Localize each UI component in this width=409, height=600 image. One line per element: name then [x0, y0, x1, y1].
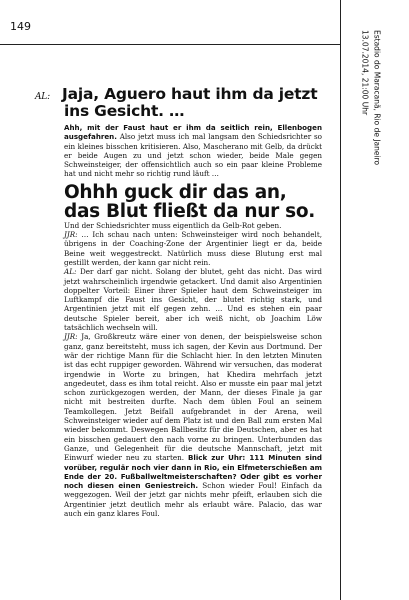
- pull-quote-1: [35, 85, 322, 120]
- pull-quote-1-text: Jaja, Aguero haut ihm da jetzt ins Gesicht. …: [62, 85, 318, 120]
- body-paragraph: [64, 332, 322, 518]
- header-rule: [0, 44, 340, 45]
- body-paragraph: [64, 221, 322, 230]
- body-paragraph: [64, 230, 322, 267]
- paragraph-text: … Ich schau nach unten: Schweinsteiger wird noch behandelt, übrigens in der Coaching-Zone der Argentinier liegt er da, beide Beine weit weggestreckt. Natürlich muss diese Blutung erst mal gestillt werden, der kann gar nicht rein.: [64, 230, 322, 267]
- side-note-date: 13.07.2014, 21:00 Uhr: [360, 30, 370, 116]
- side-note: [347, 30, 399, 180]
- final-text: Schon wieder Foul! Einfach da weggezogen. Weil der jetzt gar nichts mehr pfeift, erlauben sich die Argentinier jetzt deutlich mehr als erlaubt wäre. Palacio, das war auch ein ganz klares Foul.: [64, 481, 322, 518]
- pull-quote-2: Ohhh guck dir das an, das Blut fließt da nur so.: [64, 181, 315, 222]
- lead-text: Also jetzt muss ich mal langsam den Schiedsrichter so ein kleines bisschen kritisieren. Also, Mascherano mit Gelb, da drückt er beide Augen zu und jetzt schon wieder, beide Male gegen Schweinsteiger, der offensichtlich auch so ein paar kleine Probleme hat und nicht mehr so richtig rund läuft …: [64, 132, 322, 179]
- page-number: 149: [10, 20, 31, 33]
- margin-rule: [340, 0, 341, 600]
- paragraph-text: Ja, Großkreutz wäre einer von denen, der beispielsweise schon ganz, ganz bereitsteht, muss ich sagen, der Kevin aus Dortmund. Der wär der richtige Mann für die Schlacht hier. In den letzten Minuten ist das echt ruppiger geworden. Während wir versuchen, das moderat irgendwie in Worte zu bringen, hat Khedira mehrfach jetzt angedeutet, dass es ihm total reicht. Also er musste ein paar mal jetzt schon zurückgezogen werden, der Mann, der dieses Finale ja gar nicht mit bestreiten durfte. Nach dem üblen Foul an seinem Teamkollegen. Jetzt Beifall aufgebrandet in der Arena, weil Schweinsteiger wieder auf dem Platz ist und den Ball zum ersten Mal wieder bekommt. Deswegen Ballbesitz für die Deutschen, aber es hat ein bisschen gedauert den nach vorne zu bringen. Unterbunden das Ganze, und Gelegenheit für die deutsche Mannschaft, jetzt mit Einwurf wieder neu zu starten.: [64, 332, 322, 463]
- side-note-venue: Estadio do Maracanã, Rio de Janeiro: [372, 30, 382, 166]
- paragraph-text: Und der Schiedsrichter muss eigentlich da Gelb-Rot geben.: [64, 220, 282, 230]
- speaker-label: AL:: [64, 267, 77, 277]
- speaker-label: JJR:: [64, 230, 78, 240]
- body-paragraph: [64, 267, 322, 332]
- final-bold: Blick zur Uhr: 111 Minuten sind vorüber, regulär noch vier dann in Rio, ein Elfmeterschießen am Ende der 20. Fußballweltmeisterschaften? Oder gibt es vorher noch diesen einen Geniestreich.: [64, 453, 322, 491]
- speaker-label: JJR:: [64, 332, 78, 342]
- text-column: [35, 85, 322, 518]
- lead-bold: Ahh, mit der Faust haut er ihm da seitlich rein, Ellenbogen ausgefahren.: [64, 123, 322, 142]
- speaker-label: AL:: [35, 92, 50, 102]
- paragraph-text: Der darf gar nicht. Solang der blutet, geht das nicht. Das wird jetzt wahrscheinlich irgendwie getackert. Und damit also Argentinien doppelter Vorteil: Einer ihrer Spieler haut dem Schweinsteiger im Luftkampf die Faust ins Gesicht, der blutet richtig stark, und Argentinien jetzt mit elf gegen zehn. … Und es stehen ein paar deutsche Spieler bereit, aber ich weiß nicht, ob Joachim Löw tatsächlich wechseln will.: [64, 267, 322, 333]
- lead-paragraph: [64, 123, 322, 179]
